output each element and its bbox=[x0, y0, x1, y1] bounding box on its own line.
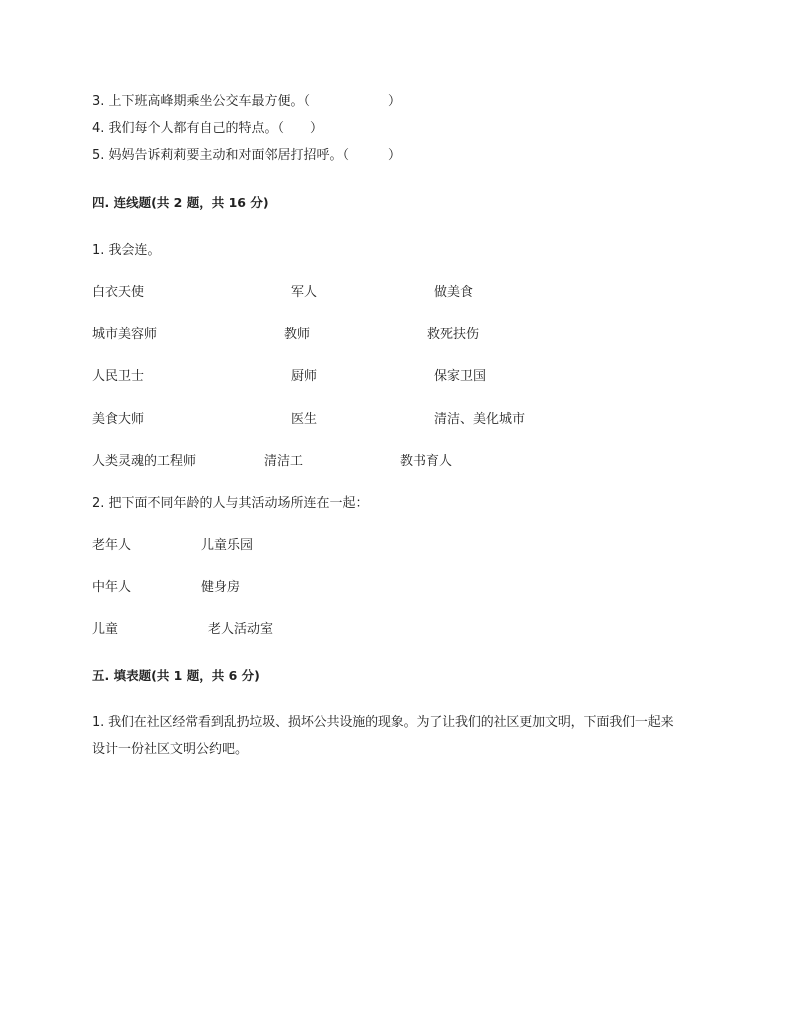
age-match-right-1: 儿童乐园 bbox=[201, 538, 254, 553]
age-match-left-1: 老年人 bbox=[92, 538, 132, 553]
match-right-2: 救死扶伤 bbox=[427, 327, 480, 342]
match-middle-2: 教师 bbox=[284, 327, 311, 342]
judgement-item-5: 5. 妈妈告诉莉莉要主动和对面邻居打招呼。（ ） bbox=[92, 148, 402, 163]
match-left-2: 城市美容师 bbox=[92, 327, 158, 342]
match-right-5: 教书育人 bbox=[400, 454, 453, 469]
question-1-prompt: 1. 我会连。 bbox=[92, 243, 161, 258]
question-2-prompt: 2. 把下面不同年龄的人与其活动场所连在一起： bbox=[92, 496, 369, 511]
match-right-4: 清洁、美化城市 bbox=[434, 412, 526, 427]
section-4-title: 四. 连线题(共 2 题，共 16 分) bbox=[92, 195, 269, 210]
match-middle-5: 清洁工 bbox=[264, 454, 304, 469]
age-match-right-2: 健身房 bbox=[201, 580, 241, 595]
section-5-question-line-1: 1. 我们在社区经常看到乱扔垃圾、损坏公共设施的现象。为了让我们的社区更加文明，下面我们一起来 bbox=[92, 715, 674, 730]
match-middle-1: 军人 bbox=[291, 285, 318, 300]
section-5-question-line-2: 设计一份社区文明公约吧。 bbox=[92, 742, 249, 757]
match-right-1: 做美食 bbox=[434, 285, 474, 300]
age-match-left-2: 中年人 bbox=[92, 580, 132, 595]
match-left-3: 人民卫士 bbox=[92, 369, 145, 384]
match-left-5: 人类灵魂的工程师 bbox=[92, 454, 197, 469]
match-right-3: 保家卫国 bbox=[434, 369, 487, 384]
match-left-1: 白衣天使 bbox=[92, 285, 145, 300]
match-left-4: 美食大师 bbox=[92, 412, 145, 427]
judgement-item-3: 3. 上下班高峰期乘坐公交车最方便。（ ） bbox=[92, 94, 402, 109]
section-5-title: 五. 填表题(共 1 题，共 6 分) bbox=[92, 668, 260, 683]
match-middle-4: 医生 bbox=[291, 412, 318, 427]
age-match-right-3: 老人活动室 bbox=[208, 622, 274, 637]
match-middle-3: 厨师 bbox=[291, 369, 318, 384]
judgement-item-4: 4. 我们每个人都有自己的特点。（ ） bbox=[92, 121, 324, 136]
age-match-left-3: 儿童 bbox=[92, 622, 119, 637]
